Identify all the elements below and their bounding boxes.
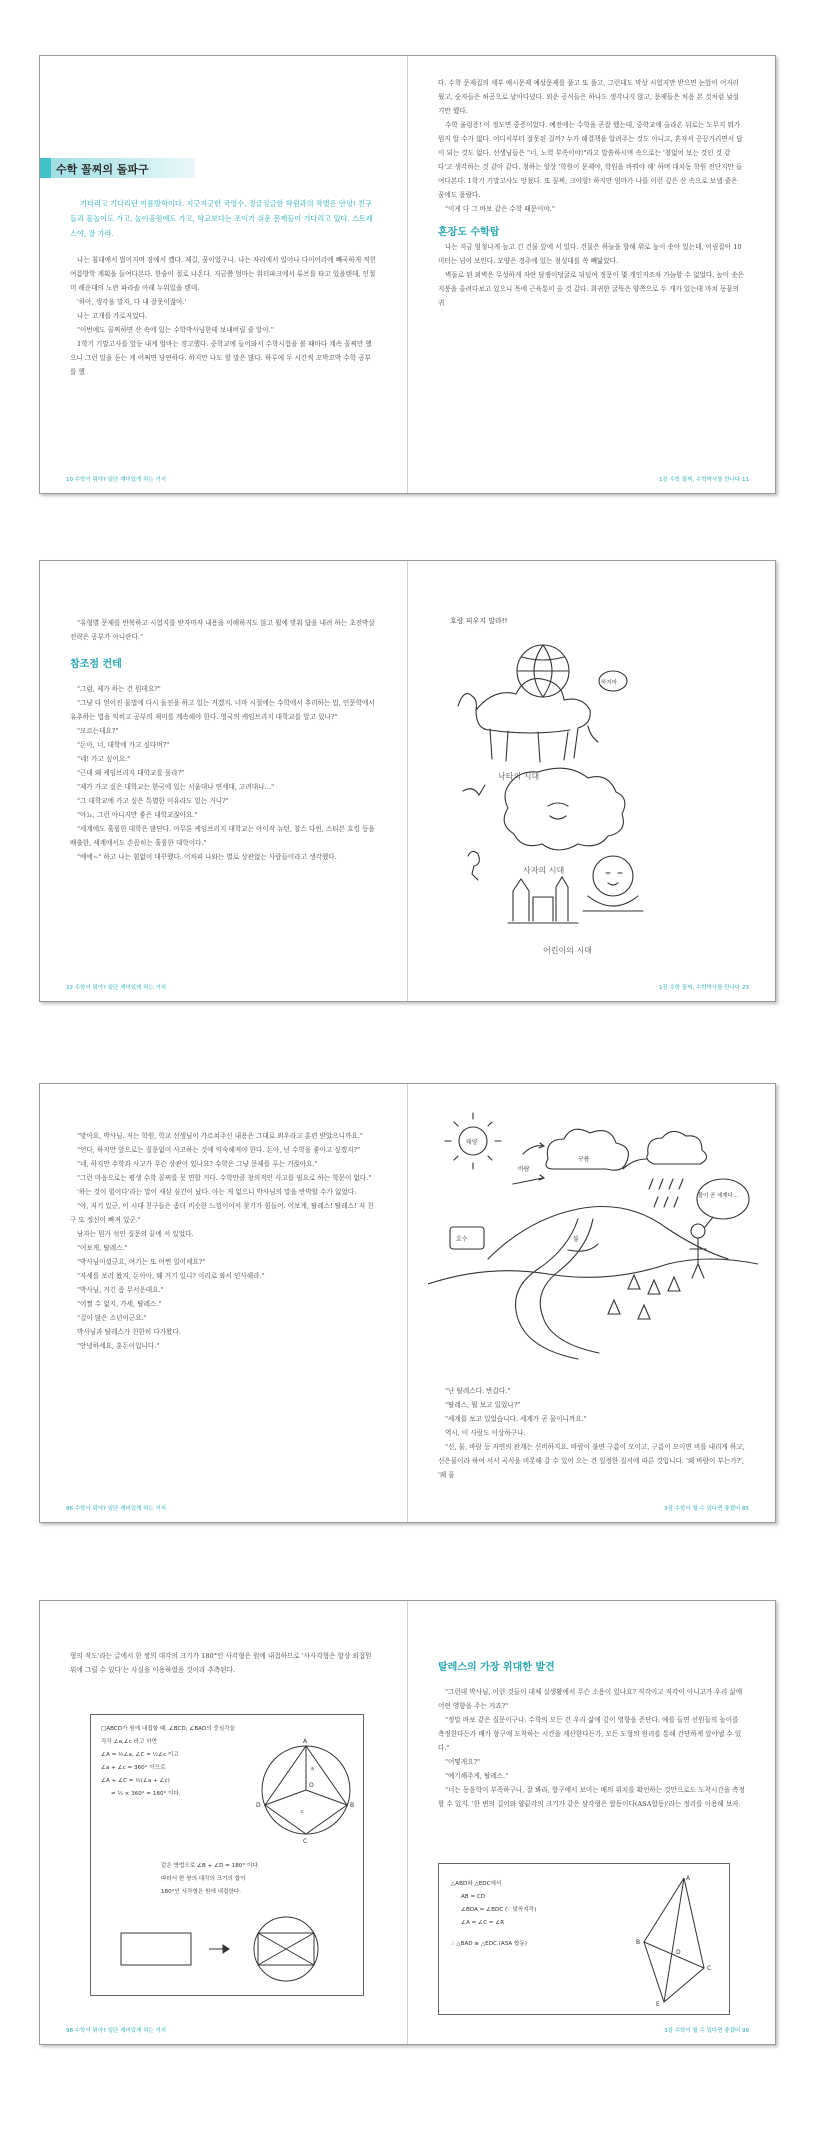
- label-O: O: [309, 1782, 314, 1789]
- dialogue-line: "박사님이셨군요, 여기는 또 어쩐 일이세요?": [77, 1258, 206, 1266]
- label-c: c: [301, 1809, 304, 1815]
- section-subhead: 탈레스의 가장 위대한 발견: [438, 1662, 555, 1673]
- body-text: [438, 1384, 745, 1482]
- right-page: [408, 56, 775, 493]
- label-D: D: [676, 1949, 681, 1956]
- book-spread-2: [39, 560, 776, 1002]
- dialogue-line: "그냥 다 얻어진 물법에 다시 돌진을 하고 있는 거겠지. 너마 시절에는 수학에서 추리하는 법, 인문학에서 유추하는 법을 익히고 공부의 재미를 계속해야 한다. 영국의 케임브리지 대학교를 알고 있나?": [70, 699, 375, 721]
- proof-line: 각각 ∠a,∠c 라고 하면: [101, 1739, 158, 1745]
- asa-notes: [451, 1878, 621, 1951]
- dialogue-line: "네, 하지만 수학과 사고가 무슨 상관이 있나요? 수학은 그냥 문제를 푸는 거잖아요.": [77, 1160, 318, 1168]
- paragraph: 벽돌로 된 외벽은 무성하게 자란 담쟁이덩굴로 뒤덮여 정문이 몇 개인지조차 가늠할 수 없었다. 높이 솟은 지붕을 올려다보고 있으니 목에 근육통이 올 것 같다. 희귀한 굴뚝은 양쪽으로 두 개가 있는데 마치 동물의 귀: [438, 271, 744, 307]
- proof-line: □ABCD가 원에 내접할 때, ∠BCD, ∠BAD의 중심각을: [101, 1726, 236, 1732]
- sign-caption: 하지마: [601, 680, 617, 686]
- paragraph: '하아, 생각을 말자, 다 내 잘못이잖아.': [77, 298, 187, 306]
- section-subhead: 혼장도 수학탑: [438, 227, 500, 238]
- body-text: [70, 1649, 377, 1677]
- proof-line: ∠A = ½∠a, ∠C = ½∠c 이고: [101, 1752, 179, 1758]
- right-page: [408, 1601, 775, 2044]
- label-A: A: [686, 1875, 691, 1882]
- proof-line: ∠A + ∠C = ½(∠a + ∠c): [101, 1778, 170, 1784]
- label-E: E: [656, 2001, 660, 2008]
- dialogue-line: "어보게, 탈레스.": [77, 1244, 128, 1252]
- dialogue-line: "세계에도 훌륭한 대학은 많단다. 아무튼 케임브리지 대학교는 아이작 뉴턴, 찰스 다윈, 스티븐 호킹 등을 배출한, 세계에서도 손꼽히는 훌륭한 대학이다.": [70, 825, 375, 847]
- book-spread-3: [39, 1083, 776, 1523]
- left-page: [40, 1601, 407, 2044]
- page-footer: 10 수학이 뭐야? 일단 재미있게 하는 거지: [66, 477, 167, 483]
- dialogue-line: "그럼, 제가 하는 건 뭔데요?": [77, 685, 161, 693]
- paragraph: "이게 다 그 바보 같은 수학 때문이야.": [445, 205, 555, 213]
- lake-label: 호수: [456, 1236, 468, 1243]
- page-footer: 22 수학이 뭐야? 일단 재미있게 하는 거지: [66, 985, 167, 991]
- bubble-caption: 호랑 피우지 말라!!: [450, 617, 508, 625]
- paragraph: 나는 침대에서 벌어지며 잠에서 깼다. 제길, 꿈이었구나. 나는 자리에서 일어나 다이어리에 빼곡하게 적힌 여름방학 계획을 들여다본다. 한숨이 절로 나온다. 지금쯤 엄마는 워터파크에서 튜브를 타고 있을텐데, 인절미 해운대의 노란 파라솔 아래 누워있을 텐데.: [70, 256, 376, 292]
- cloud-label: 구름: [578, 1156, 590, 1163]
- speech-label: 물이 곧 세계다...: [697, 1193, 739, 1199]
- dialogue-line: "그 대학교에 가고 싶은 특별한 이유라도 있는 거니?": [77, 797, 229, 805]
- proof-line: ∠A = ∠C = ∠R: [461, 1920, 505, 1926]
- proof-line: ∠BDA = ∠BDC (∵ 맞꼭지각): [461, 1907, 537, 1913]
- proof-conclusion: [161, 1860, 341, 1899]
- label-B: B: [350, 1802, 355, 1809]
- dialogue-line: "걸이 많은 소년이군요.": [77, 1314, 147, 1322]
- book-spread-4: [39, 1600, 776, 2045]
- proof-line: 같은 방법으로 ∠B + ∠D = 180° 이다.: [161, 1863, 260, 1869]
- camel-caption: 낙타의 시대: [498, 772, 540, 781]
- page-footer: 1장 수학 꼴찌, 수학박사를 만나다 23: [658, 985, 749, 991]
- dialogue-line: "아, 저기 있군, 이 시대 친구들은 좀더 비슷한 느낌이어서 찾기가 힘들어. 어보게, 탈레스! 탈레스! 저 친구 또 정신이 빠져 있군.": [70, 1202, 374, 1224]
- rectangle-to-circle-figure: [111, 1913, 351, 1983]
- body-text: [70, 1129, 377, 1353]
- dialogue-line: "그런데 박사님, 이런 것들이 대체 실생활에서 무슨 소용이 있나요? 직각이고 직각이 아니고가 우리 삶에 어떤 영향을 주는 거죠?": [438, 1688, 743, 1710]
- dialogue-line: "모르는데요?": [77, 727, 119, 735]
- dialogue-line: "근데 왜 케임브리지 대학교를 몰라?": [77, 769, 185, 777]
- dialogue-line: "아뇨, 그런 아니지만 좋은 대학교잖아요.": [77, 811, 198, 819]
- chapter-title: 수학 꼴찌의 돌파구: [56, 163, 149, 176]
- label-C: C: [303, 1838, 308, 1845]
- page-footer: 1장 수학 꼴찌, 수학박사를 만나다 11: [658, 477, 749, 483]
- dialogue-line: "언다, 하지만 앞으로는 질문없이 사고하는 것에 익숙해져야 한다. 돈아, 넌 수학을 좋아고 싶겠지?": [77, 1146, 361, 1154]
- proof-line: 180°인 사각형은 원에 내접한다.: [161, 1889, 242, 1895]
- dialogue-line: "예에~" 하고 나는 힘없이 대꾸했다. 어차피 나와는 별로 상관없는 사람들이라고 생각했다.: [77, 853, 337, 861]
- page-footer: 86 수학이 뭐야? 일단 재미있게 하는 거지: [66, 1506, 167, 1512]
- dialogue-line: "정말 바보 같은 질문이구나. 수학의 모든 건 우리 삶에 깊이 영향을 준단다. 예를 들면 선원들의 놀이를 측정한다든가 배가 항구에 도착하는 시간을 계산한다든가, 모든 도형의 원리를 통해 간단하게 알아낼 수 있다.": [438, 1716, 742, 1752]
- fire-label: 불: [573, 1236, 579, 1243]
- dialogue-line: "세계를 보고 있었습니다. 세계가 곧 물이니까요.": [445, 1415, 587, 1423]
- proof-line: AB = CD: [461, 1894, 486, 1900]
- inscribed-quadrilateral-figure: [251, 1735, 361, 1845]
- right-page: [408, 561, 775, 1001]
- paragraph: 1학기 기말고사를 앞둔 내게 엄마는 경고했다. 중학교에 들어와서 수학시험을 볼 때마다 계속 꼴찌만 했으니 그런 말을 듣는 게 어쩌면 당연하다. 하지만 나도 할 말은 많다. 하루에 두 시간씩 꼬박꼬박 수학 공부를 했: [70, 340, 372, 376]
- asa-proof-box: [438, 1863, 730, 2015]
- dialogue-line: "탈레스, 뭘 보고 있었나?": [445, 1401, 521, 1409]
- section-subhead: 참조점 컨테: [70, 659, 122, 670]
- dialogue-line: "그런 마음으로는 평생 수학 꼴찌를 못 면할 거다. 수학만큼 창의적인 사고를 필요로 하는 학문이 없다.": [77, 1174, 372, 1182]
- water-cycle-illustration: [428, 1109, 758, 1364]
- paragraph: 형의 작도'라는 글에서 한 쌍의 대각의 크기가 180°인 사각형은 원에 내접하므로 '사사각형은 항상 외접원 위에 그릴 수 있다'는 사실을 이용하였음 것이라 추측된다.: [70, 1652, 372, 1674]
- paragraph: 나는 고개를 가로저었다.: [77, 312, 147, 320]
- proof-line: = ½ × 360° = 180° 이다.: [111, 1791, 181, 1797]
- left-page: [40, 56, 407, 493]
- field-label: 바람: [518, 1166, 530, 1173]
- page-footer: 3장 수학이 될 수 있다면 좋겠어 99: [664, 2028, 749, 2034]
- paragraph: 수학 울렁증! 이 정도면 중증이었다. 예전에는 수학을 곧잘 했는데, 중학교에 올라온 뒤로는 도무지 뭐가 뭔지 알 수가 없다. 어디서부터 잘못된 걸까? 누가 해결책을 알려주는 것도 아니고, 혼자서 끙끙거리면서 답이 되는 것도 없다. 선생님들은 "너, 노력 부족이야!"라고 말씀하시며 속으로는 '철없어 보는 것인 것 같다'고 생각하는 것 같아 같다. 청하는 항상 '학원이 문제야, 학원을 바꿔야 해' 하며 대치동 학원 전단지만 들여다본다. 1학기 기말고사도 망쳤다. 또 꼴찌, 크아앙! 하지만 엄마가 나를 이런 깊은 산 속으로 보낼 줄은 꿈에도 몰랐다.: [438, 121, 743, 199]
- paragraph: "유형별 문제를 반복하고 시험지를 받자마자 내용을 이해하지도 않고 뭘에 맞춰 답을 내려 하는 초전박살 전략은 공부가 아니란다.": [70, 619, 375, 641]
- dialogue-line: 남자는 뭔가 섞인 질문의 끝에 서 있었다.: [77, 1230, 194, 1238]
- harbor-triangles-figure: [624, 1872, 724, 2008]
- dialogue-line: "박사님, 거긴 좀 무서운데요.": [77, 1286, 164, 1294]
- dialogue-line: "자세를 보러 왔지, 돈아아, 왜 거기 있니? 이리로 와서 인사해라.": [77, 1272, 265, 1280]
- dialogue-line: "제가 가고 싶은 대학교는 한국에 있는 서울대나 연세대, 고려대나…": [77, 783, 275, 791]
- dialogue-line: "어쩔 수 없지, 가세, 탈레스.": [77, 1300, 162, 1308]
- proof-box: [90, 1714, 364, 1996]
- dialogue-line: 박사님과 탈레스가 친한히 다가왔다.: [77, 1328, 181, 1336]
- page-footer: 98 수학이 뭐야? 일단 재미있게 하는 거지: [66, 2028, 167, 2034]
- body-text: [438, 76, 745, 310]
- dialogue-line: "신, 물, 바람 등 자연의 관계는 신비하지요. 바람이 불면 구름이 모이고, 구름이 모이면 비를 내리게 하고, 신은물이라 하여 서서 곡식을 비롯해 갈 수 있어 오는 건 일정한 질서에 따른 것입니다. '왜 바람이 부는가?', '왜 물: [438, 1443, 745, 1479]
- dialogue-line: "네! 가고 싶어요.": [77, 755, 131, 763]
- proof-line: 따라서 한 쌍의 대각의 크기의 합이: [161, 1876, 246, 1882]
- label-A: A: [303, 1738, 308, 1745]
- proof-notes: [101, 1723, 251, 1801]
- dialogue-line: "예기해주게, 탈레스.": [445, 1772, 509, 1780]
- page-footer: 3장 수학이 될 수 있다면 좋겠어 85: [664, 1506, 749, 1512]
- left-page: [40, 561, 407, 1001]
- dialogue-line: "난 탈레스다. 반갑다.": [445, 1387, 511, 1395]
- dialogue-line: "돈아, 너, 대학에 가고 싶다며?": [77, 741, 170, 749]
- dialogue-line: 역시, 이 사람도 이상하구나.: [445, 1429, 526, 1437]
- proof-line: ∴ △BAD ≡ △EDC (ASA 합동): [451, 1941, 527, 1947]
- paragraph: 다. 수학 문제집의 세부 예시문제 예상문제를 풀고 또 풀고, 그런데도 막상 시험지만 받으면 눈앞이 어지러웠고, 숫자들은 허공으로 날아다녔다. 외운 공식들은 하나도 생각나지 않고, 문제들은 처음 본 것처럼 낯설기만 했다.: [438, 79, 740, 115]
- dialogue-line: "안녕하세요, 훈돈이입니다.": [77, 1342, 160, 1350]
- proof-line: ∠a + ∠c = 360° 이므로: [101, 1765, 166, 1771]
- book-spread-1: [39, 55, 776, 494]
- dialogue-line: '하는 것이 힘이다'라는 말이 새삼 심긴이 났다. 아는 게 없으니 박사님의 말을 반박할 수가 없었다.: [77, 1188, 357, 1196]
- three-ages-illustration: [438, 611, 748, 961]
- proof-line: △ABD와 △EDC에서: [451, 1881, 502, 1887]
- body-text: [70, 616, 377, 864]
- lead-paragraph: 기타리고 기다리던 여름방학이다. 지긋지긋한 국영수, 징글징글한 학원과의 작별은 안녕! 친구들과 물놀이도 가고, 놀이공원에도 가고, 학교보다는 조이기 쉬운 문제들이 기다리고 있다. 스트레스야, 잘 가라.: [70, 199, 373, 238]
- chapter-tab: [40, 158, 51, 178]
- body-text: [438, 1661, 745, 1811]
- dialogue-line: "너는 동음학이 부족하구나, 잘 봐라, 항구에서 보이는 배의 위치를 확인하는 것만으로도 도착시간을 측정할 수 있지. '한 변의 길이와 양끝각의 크기가 같은 삼각형은 합동이다(ASA합동)'라는 정리를 이용해 보자.: [438, 1786, 745, 1808]
- label-B: B: [636, 1939, 641, 1946]
- dialogue-line: "어떻게요?": [445, 1758, 481, 1766]
- label-a: a: [311, 1766, 315, 1772]
- paragraph: 나는 지금 엄청나게 높고 긴 건물 앞에 서 있다. 건물은 하늘을 향해 위로 높이 솟아 있는데, 어림잡아 10미터는 넘어 보인다. 모양은 경주에 있는 첨성대를 쏙 빼닮았다.: [438, 243, 742, 265]
- paragraph: "이번에도 꼴찌하면 산 속에 있는 수학박사님한테 보내버릴 줄 알아.": [77, 326, 274, 334]
- label-C: C: [707, 1965, 712, 1972]
- body-text: [70, 196, 377, 379]
- sun-label: 태양: [466, 1139, 478, 1146]
- chapter-heading: [40, 156, 195, 180]
- dialogue-line: "맞아요, 박사님. 저는 학원, 학교 선생님이 가르쳐주신 내용은 그대로 외우라고 훈련 받았으니까요.": [77, 1132, 363, 1140]
- child-caption: 어린이의 시대: [543, 946, 592, 955]
- lion-caption: 사자의 시대: [523, 866, 565, 875]
- label-D: D: [256, 1802, 261, 1809]
- left-page: [40, 1084, 407, 1522]
- right-page: [408, 1084, 775, 1522]
